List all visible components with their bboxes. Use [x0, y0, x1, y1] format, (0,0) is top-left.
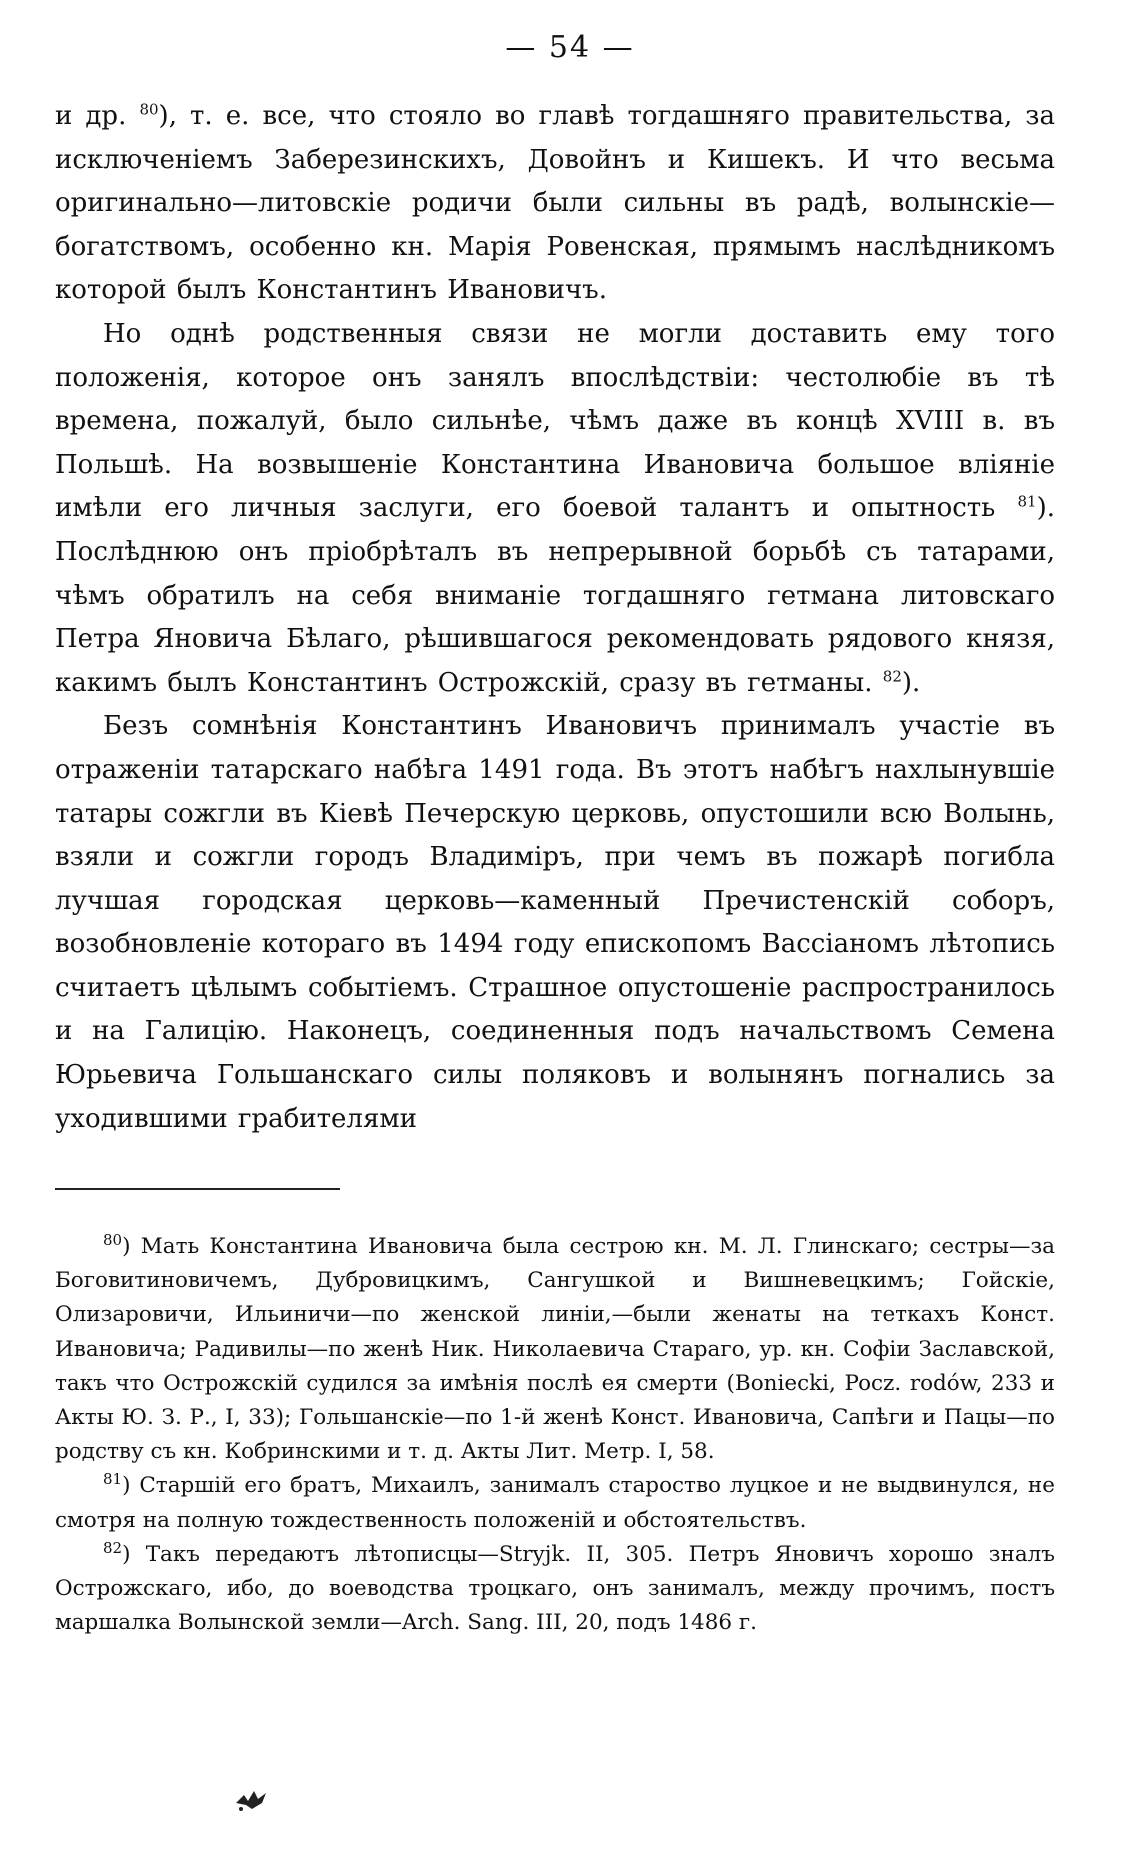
footnote-1 [55, 1230, 1055, 1469]
footnote-ref-82: 82 [882, 667, 902, 686]
paragraph-text: ). Послѣднюю онъ пріобрѣталъ въ непрерывной борьбѣ съ татарами, чѣмъ обратилъ на себя вниманіе тогдашняго гетмана литовскаго Петра Яновича Бѣлаго, рѣшившагося рекомендовать рядового князя, какимъ былъ Константинъ Острожскій, сразу въ гетманы. [55, 493, 1055, 698]
paragraph-2 [55, 313, 1055, 705]
paragraph-text: Безъ сомнѣнія Константинъ Ивановичъ принималъ участіе въ отраженіи татарскаго набѣга 1491 года. Въ этотъ набѣгъ нахлынувшіе татары сожгли въ Кіевѣ Печерскую церковь, опустошили всю Волынь, взяли и сожгли городъ Владиміръ, при чемъ въ пожарѣ погибла лучшая городская церковь—каменный Пречистенскій соборъ, возобновленіе котораго въ 1494 году епископомъ Вассіаномъ лѣтопись считаетъ цѣлымъ событіемъ. Страшное опустошеніе распространилось и на Галицію. Наконецъ, соединенныя подъ начальствомъ Семена Юрьевича Гольшанскаго силы поляковъ и волынянъ погнались за уходившими грабителями [55, 711, 1055, 1134]
paragraph-text: и др. [55, 101, 140, 131]
footnote-ref-81: 81 [103, 1470, 123, 1489]
footnote-ref-80: 80 [103, 1230, 123, 1249]
footnote-text: ) Такъ передаютъ лѣтописцы—Stryjk. II, 305. Петръ Яновичъ хорошо зналъ Острожскаго, ибо, до воеводства троцкаго, онъ занималъ, между прочимъ, постъ маршалка Волынской земли—Arch. Sang. III, 20, подъ 1486 г. [55, 1541, 1055, 1636]
footnote-text: ) Старшій его братъ, Михаилъ, занималъ староство луцкое и не выдвинулся, не смотря на полную тождественность положеній и обстоятельствъ. [55, 1473, 1055, 1533]
footnote-ref-80: 80 [139, 100, 159, 119]
footnote-3 [55, 1538, 1055, 1641]
footnote-text: ) Мать Константина Ивановича была сестрою кн. М. Л. Глинскаго; сестры—за Боговитиновичемъ, Дубровицкимъ, Сангушкой и Вишневецкимъ; Гойскіе, Олизаровичи, Ильиничи—по женской линіи,—были женаты на теткахъ Конст. Ивановича; Радивилы—по женѣ Ник. Николаевича Стараго, ур. кн. Софіи Заславской, такъ что Острожскій судился за имѣнія послѣ ея смерти (Boniecki, Pocz. rodów, 233 и Акты Ю. З. Р., I, 33); Гольшанскіе—по 1-й женѣ Конст. Ивановича, Сапѣги и Пацы—по родству съ кн. Кобринскими и т. д. Акты Лит. Метр. I, 58. [55, 1234, 1055, 1465]
paragraph-1 [55, 95, 1055, 313]
footnote-ref-81: 81 [1017, 492, 1037, 511]
main-text [55, 95, 1055, 1141]
paragraph-text: ). [901, 667, 921, 698]
footnote-divider [55, 1188, 340, 1190]
ink-blot-mark [232, 1785, 272, 1815]
footnotes [55, 1230, 1055, 1640]
page-number: — 54 — [505, 30, 635, 65]
paragraph-text: ), т. е. все, что стояло во главѣ тогдашняго правительства, за исключеніемъ Заберезинскихъ, Довойнъ и Кишекъ. И что весьма оригинально—литовскіе родичи были сильны въ радѣ, волынскіе—богатствомъ, особенно кн. Марія Ровенская, прямымъ наслѣдникомъ которой былъ Константинъ Ивановичъ. [55, 101, 1055, 306]
paragraph-text: Но однѣ родственныя связи не могли доставить ему того положенія, которое онъ занялъ впослѣдствіи: честолюбіе въ тѣ времена, пожалуй, было сильнѣе, чѣмъ даже въ концѣ XVIII в. въ Польшѣ. На возвышеніе Константина Ивановича большое вліяніе имѣли его личныя заслуги, его боевой талантъ и опытность [55, 318, 1055, 524]
footnote-ref-82: 82 [103, 1538, 123, 1557]
paragraph-3 [55, 705, 1055, 1141]
footnote-2 [55, 1469, 1055, 1537]
